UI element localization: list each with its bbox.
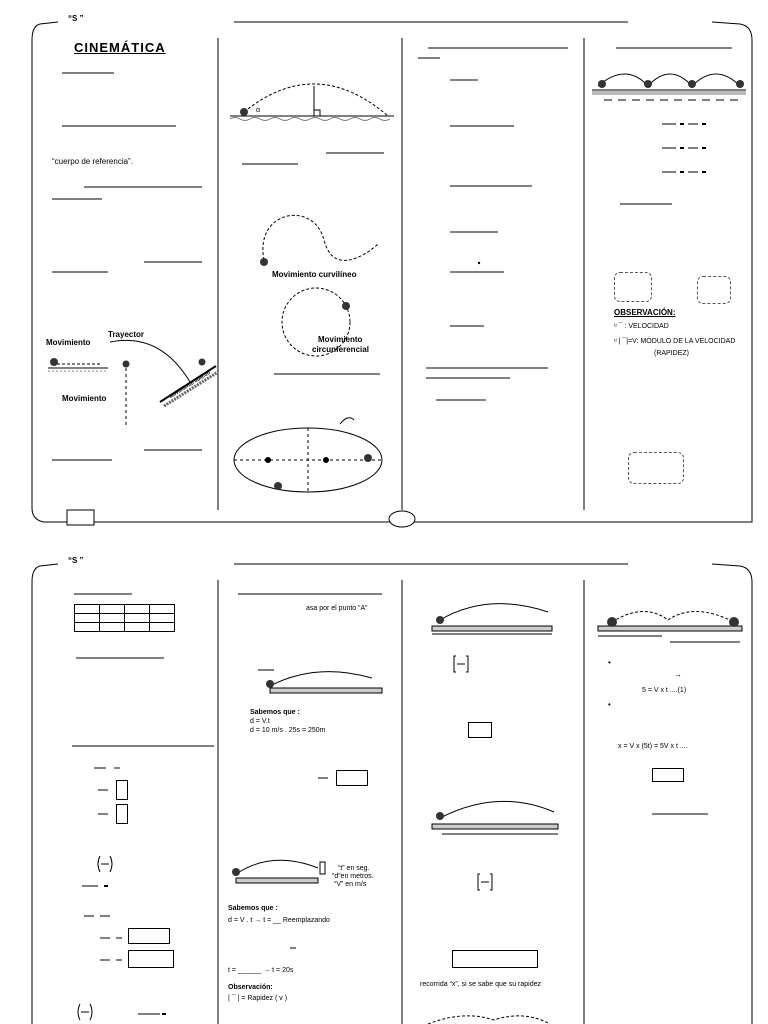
answer-box [128,928,170,944]
label-trayectoria: Trayector [108,330,145,339]
page-title: CINEMÁTICA [74,40,166,55]
sabemos-que-2: Sabemos que : [228,905,278,912]
table-row [75,614,175,623]
curved-path [263,215,378,260]
ball-icon [598,80,606,88]
partial-arc [424,1010,554,1024]
page1-header-quote: “S ” [68,14,84,23]
page2-border-left [32,564,58,1024]
eq-1: 5 = V x t ....(1) [642,687,687,694]
ball-icon [50,358,58,366]
elliptical-diagram [228,412,398,498]
two-jump-diagram [594,602,746,650]
page1-col4-fractions [620,124,706,204]
answer-box [652,768,684,782]
ground-line [270,688,382,693]
speed-box [697,276,731,304]
obs-velocidad: ᵘ ¯ : VELOCIDAD [614,323,669,330]
formula-d-vt: d = V.t [250,718,270,725]
ground-line [598,626,742,631]
velocity-vector-box [614,272,652,302]
note-t: “t” en seg. [338,865,370,872]
dot-mark [478,262,480,264]
ball-icon [607,617,617,627]
formula-t-result: t = ______ → t = 20s [228,967,294,974]
answer-box [116,804,128,824]
jump-arcs [598,74,740,86]
formula-box [628,452,684,484]
ball-icon [260,258,268,266]
jumps-diagram [590,62,750,102]
formula-result: d = 10 m/s . 25s = 250m [250,727,326,734]
ball-icon [436,616,444,624]
page1-footer-box [67,510,94,525]
ball-icon [266,680,274,688]
rapidez-note: | ¯ | = Rapidez ( v ) [228,995,288,1002]
label-inclined: Movimiento oblicuo [168,369,212,400]
ground-line [236,878,318,883]
table-row [75,623,175,632]
trajectory-arc [244,84,388,116]
page1-col3-blank-lines [418,48,568,400]
table-row [75,605,175,614]
post-icon [320,862,325,874]
ball-icon [436,812,444,820]
sabemos-que-1: Sabemos que : [250,709,300,716]
focus-point [323,457,329,463]
focus-point [265,457,271,463]
motion-diagram-4 [428,794,562,838]
motion-diagram-3 [428,598,558,638]
ball-icon [342,302,350,310]
motion-diagram-1 [256,664,388,700]
page2-header-quote: “S ” [68,556,84,565]
note-v: “V” en m/s [334,881,367,888]
data-table [74,604,175,632]
answer-box [128,950,174,968]
formula-t: d = V . t → t = __ Reemplazando [228,917,330,924]
bullet-1: • [608,658,611,667]
ground-line [432,824,558,829]
page1-page-number-oval [389,511,415,527]
label-movimiento-2: Movimiento [62,394,107,403]
eq-2: x = V x (5t) = 5V x t .... [618,743,688,750]
obs-modulo: ᵘ | ¯|=V: MÓDULO DE LA VELOCIDAD [614,338,736,345]
bullet-2: • [608,700,611,709]
alpha-angle: α [256,107,261,114]
ball-icon [240,108,248,116]
label-circunferencial-2: circunferencial [312,345,369,354]
label-curvilineo: Movimiento curvilíneo [272,270,357,279]
arrow-icon: → [674,670,682,679]
ball-icon [364,454,372,462]
motion-diagram-2 [222,852,330,888]
obs-rapidez: (RAPIDEZ) [654,350,689,357]
observacion-label: Observación: [228,984,273,991]
answer-box [336,770,368,786]
answer-box [116,780,128,800]
text-punto-a: asa por el punto “A” [306,605,368,612]
ground-line [432,626,552,631]
falling-ball-icon [123,361,130,368]
bottom-text: recorrida “x”, si se sabe que su rapidez [420,981,541,988]
answer-box [452,950,538,968]
observacion-title: OBSERVACIÓN: [614,308,676,317]
label-movimiento: Movimiento [46,338,91,347]
trajectory-arc [110,340,190,382]
quote-text: “cuerpo de referencia”. [52,157,133,166]
label-circunferencial-1: Movimiento [318,335,363,344]
projectile-diagram [226,64,398,124]
ball-icon [232,868,240,876]
answer-box [468,722,492,738]
note-d: “d”en metros. [332,873,374,880]
